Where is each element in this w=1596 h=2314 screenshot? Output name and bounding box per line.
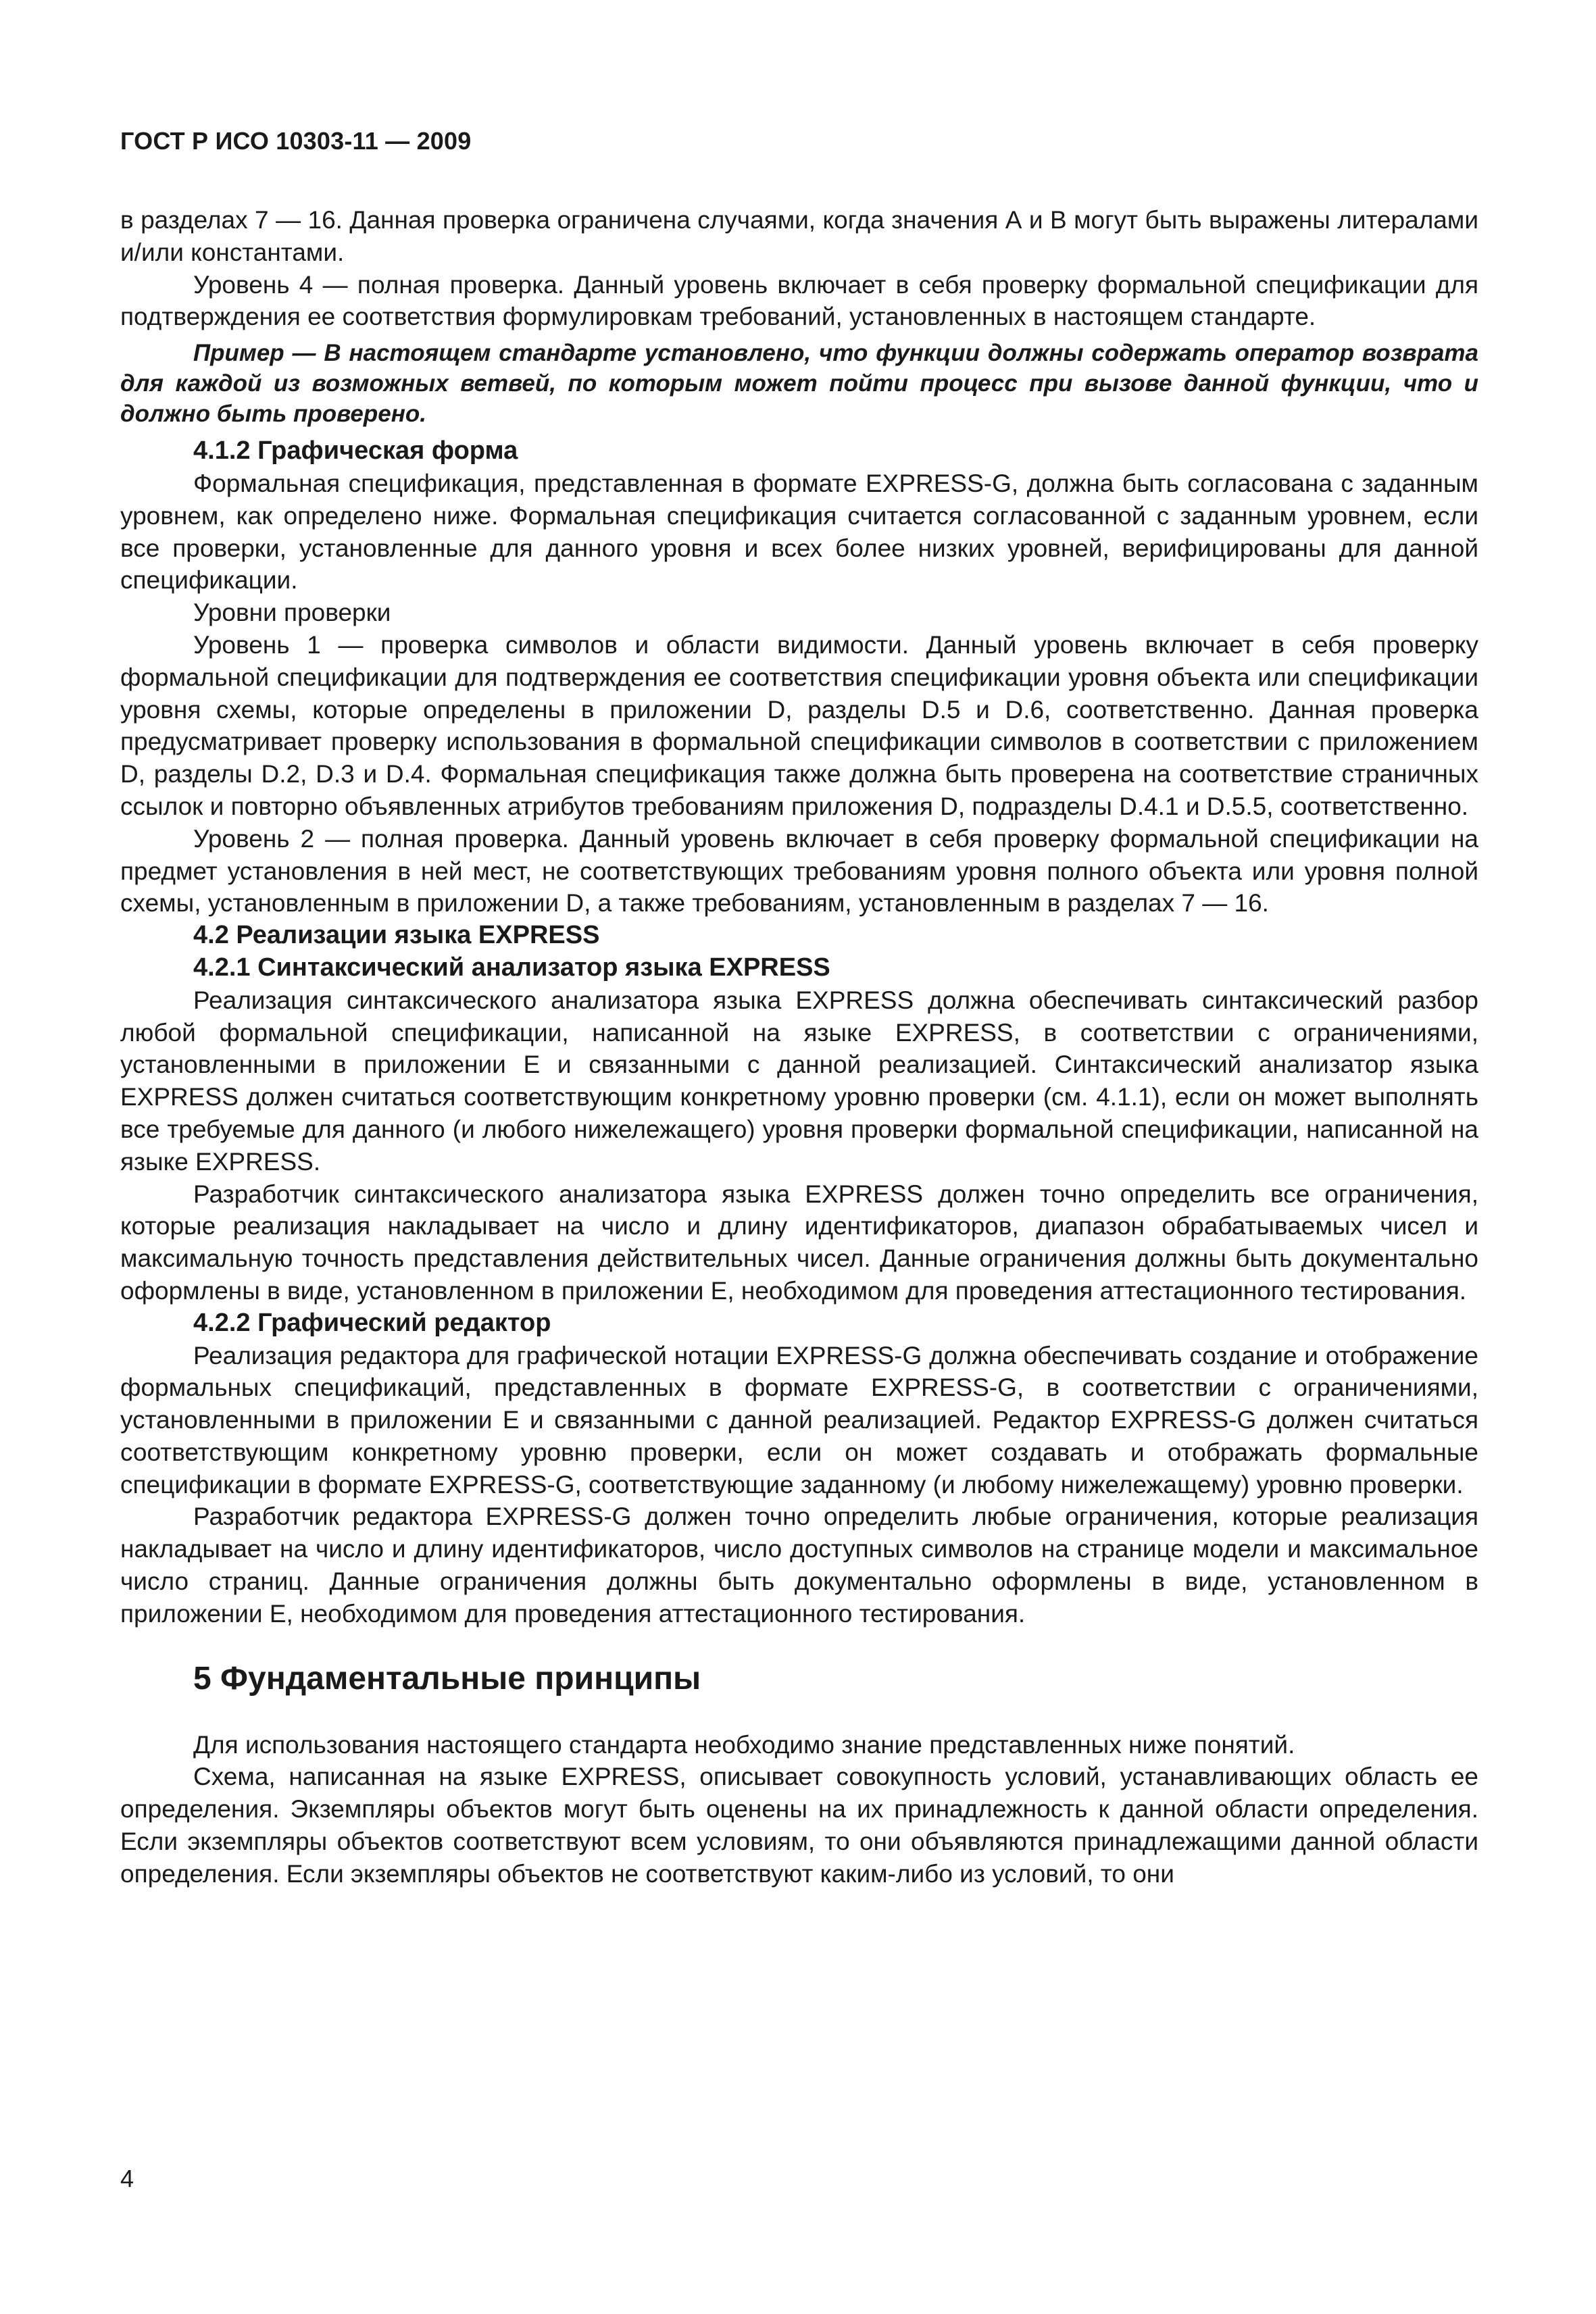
page-number: 4 — [120, 2165, 134, 2192]
paragraph: Уровень 2 — полная проверка. Данный уровень включает в себя проверку формальной спецификации на предмет установления в ней мест, не соответствующих требованиям уровня полного объекта или уровня полной схемы, установленным в приложении D, а также требованиям, установленным в разделах 7 — 16. — [120, 824, 1478, 917]
section-heading-5: 5 Фундаментальные принципы — [193, 1660, 701, 1696]
paragraph: Схема, написанная на языке EXPRESS, описывает совокупность условий, устанавливающих область ее определения. Экземпляры объектов могут быть оценены на их принадлежность к данной области определения. Если экземпляры объектов соответствуют всем условиям, то они объявляются принадлежащими данной области определения. Если экземпляры объектов не соответствуют каким-либо из условий, то они — [120, 1763, 1478, 1888]
subsection-heading-4-2-2: 4.2.2 Графический редактор — [193, 1308, 551, 1337]
paragraph: Разработчик синтаксического анализатора языка EXPRESS должен точно определить все ограничения, которые реализация накладывает на число и длину идентификаторов, диапазон обрабатываемых чисел и максимальную точность представления действительных чисел. Данные ограничения должны быть документально оформлены в виде, установленном в приложении Е, необходимом для проведения аттестационного тестирования. — [120, 1180, 1478, 1305]
subsection-heading-4-1-2: 4.1.2 Графическая форма — [193, 436, 518, 466]
example-note: Пример — В настоящем стандарте установлено, что функции должны содержать оператор возврата для каждой из возможных ветвей, по которым может пойти процесс при вызове данной функции, что и должно быть проверено. — [120, 340, 1478, 428]
subsection-heading-4-2: 4.2 Реализации языка EXPRESS — [193, 921, 600, 950]
document-header: ГОСТ Р ИСО 10303-11 — 2009 — [120, 127, 472, 155]
paragraph: Реализация редактора для графической нотации EXPRESS-G должна обеспечивать создание и отображение формальных спецификаций, представленных в формате EXPRESS-G, в соответствии с ограничениями, установленными в приложении Е и связанными с данной реализацией. Редактор EXPRESS-G должен считаться соответствующим конкретному уровню проверки, если он может создавать и отображать формальные спецификации в формате EXPRESS-G, соответствующие заданному (и любому нижележащему) уровню проверки. — [120, 1341, 1478, 1499]
page-body — [120, 204, 1478, 1890]
paragraph: Для использования настоящего стандарта необходимо знание представленных ниже понятий. — [193, 1730, 1295, 1759]
paragraph: Уровни проверки — [193, 599, 391, 627]
paragraph: Разработчик редактора EXPRESS-G должен точно определить любые ограничения, которые реализация накладывает на число и длину идентификаторов, число доступных символов на странице модели и максимальное число страниц. Данные ограничения должны быть документально оформлены в виде, установленном в приложении Е, необходимом для проведения аттестационного тестирования. — [120, 1503, 1478, 1628]
paragraph: Уровень 1 — проверка символов и области видимости. Данный уровень включает в себя проверку формальной спецификации для подтверждения ее соответствия спецификации уровня объекта или спецификации уровня схемы, которые определены в приложении D, разделы D.5 и D.6, соответственно. Данная проверка предусматривает проверку использования в формальной спецификации символов в соответствии с приложением D, разделы D.2, D.3 и D.4. Формальная спецификация также должна быть проверена на соответствие страничных ссылок и повторно объявленных атрибутов требованиям приложения D, подразделы D.4.1 и D.5.5, соответственно. — [120, 630, 1478, 820]
subsection-heading-4-2-1: 4.2.1 Синтаксический анализатор языка EXPRESS — [193, 953, 830, 982]
paragraph: Формальная спецификация, представленная в формате EXPRESS-G, должна быть согласована с заданным уровнем, как определено ниже. Формальная спецификация считается согласованной с заданным уровнем, если все проверки, установленные для данного уровня и всех более низких уровней, верифицированы для данной спецификации. — [120, 469, 1478, 595]
paragraph: в разделах 7 — 16. Данная проверка ограничена случаями, когда значения А и В могут быть выражены литералами и/или константами. — [120, 206, 1478, 266]
paragraph: Уровень 4 — полная проверка. Данный уровень включает в себя проверку формальной спецификации для подтверждения ее соответствия формулировкам требований, установленных в настоящем стандарте. — [120, 270, 1478, 331]
paragraph: Реализация синтаксического анализатора языка EXPRESS должна обеспечивать синтаксический разбор любой формальной спецификации, написанной на языке EXPRESS, в соответствии с ограничениями, установленными в приложении Е и связанными с данной реализацией. Синтаксический анализатор языка EXPRESS должен считаться соответствующим конкретному уровню проверки (см. 4.1.1), если он может выполнять все требуемые для данного (и любого нижележащего) уровня проверки формальной спецификации, написанной на языке EXPRESS. — [120, 986, 1478, 1176]
